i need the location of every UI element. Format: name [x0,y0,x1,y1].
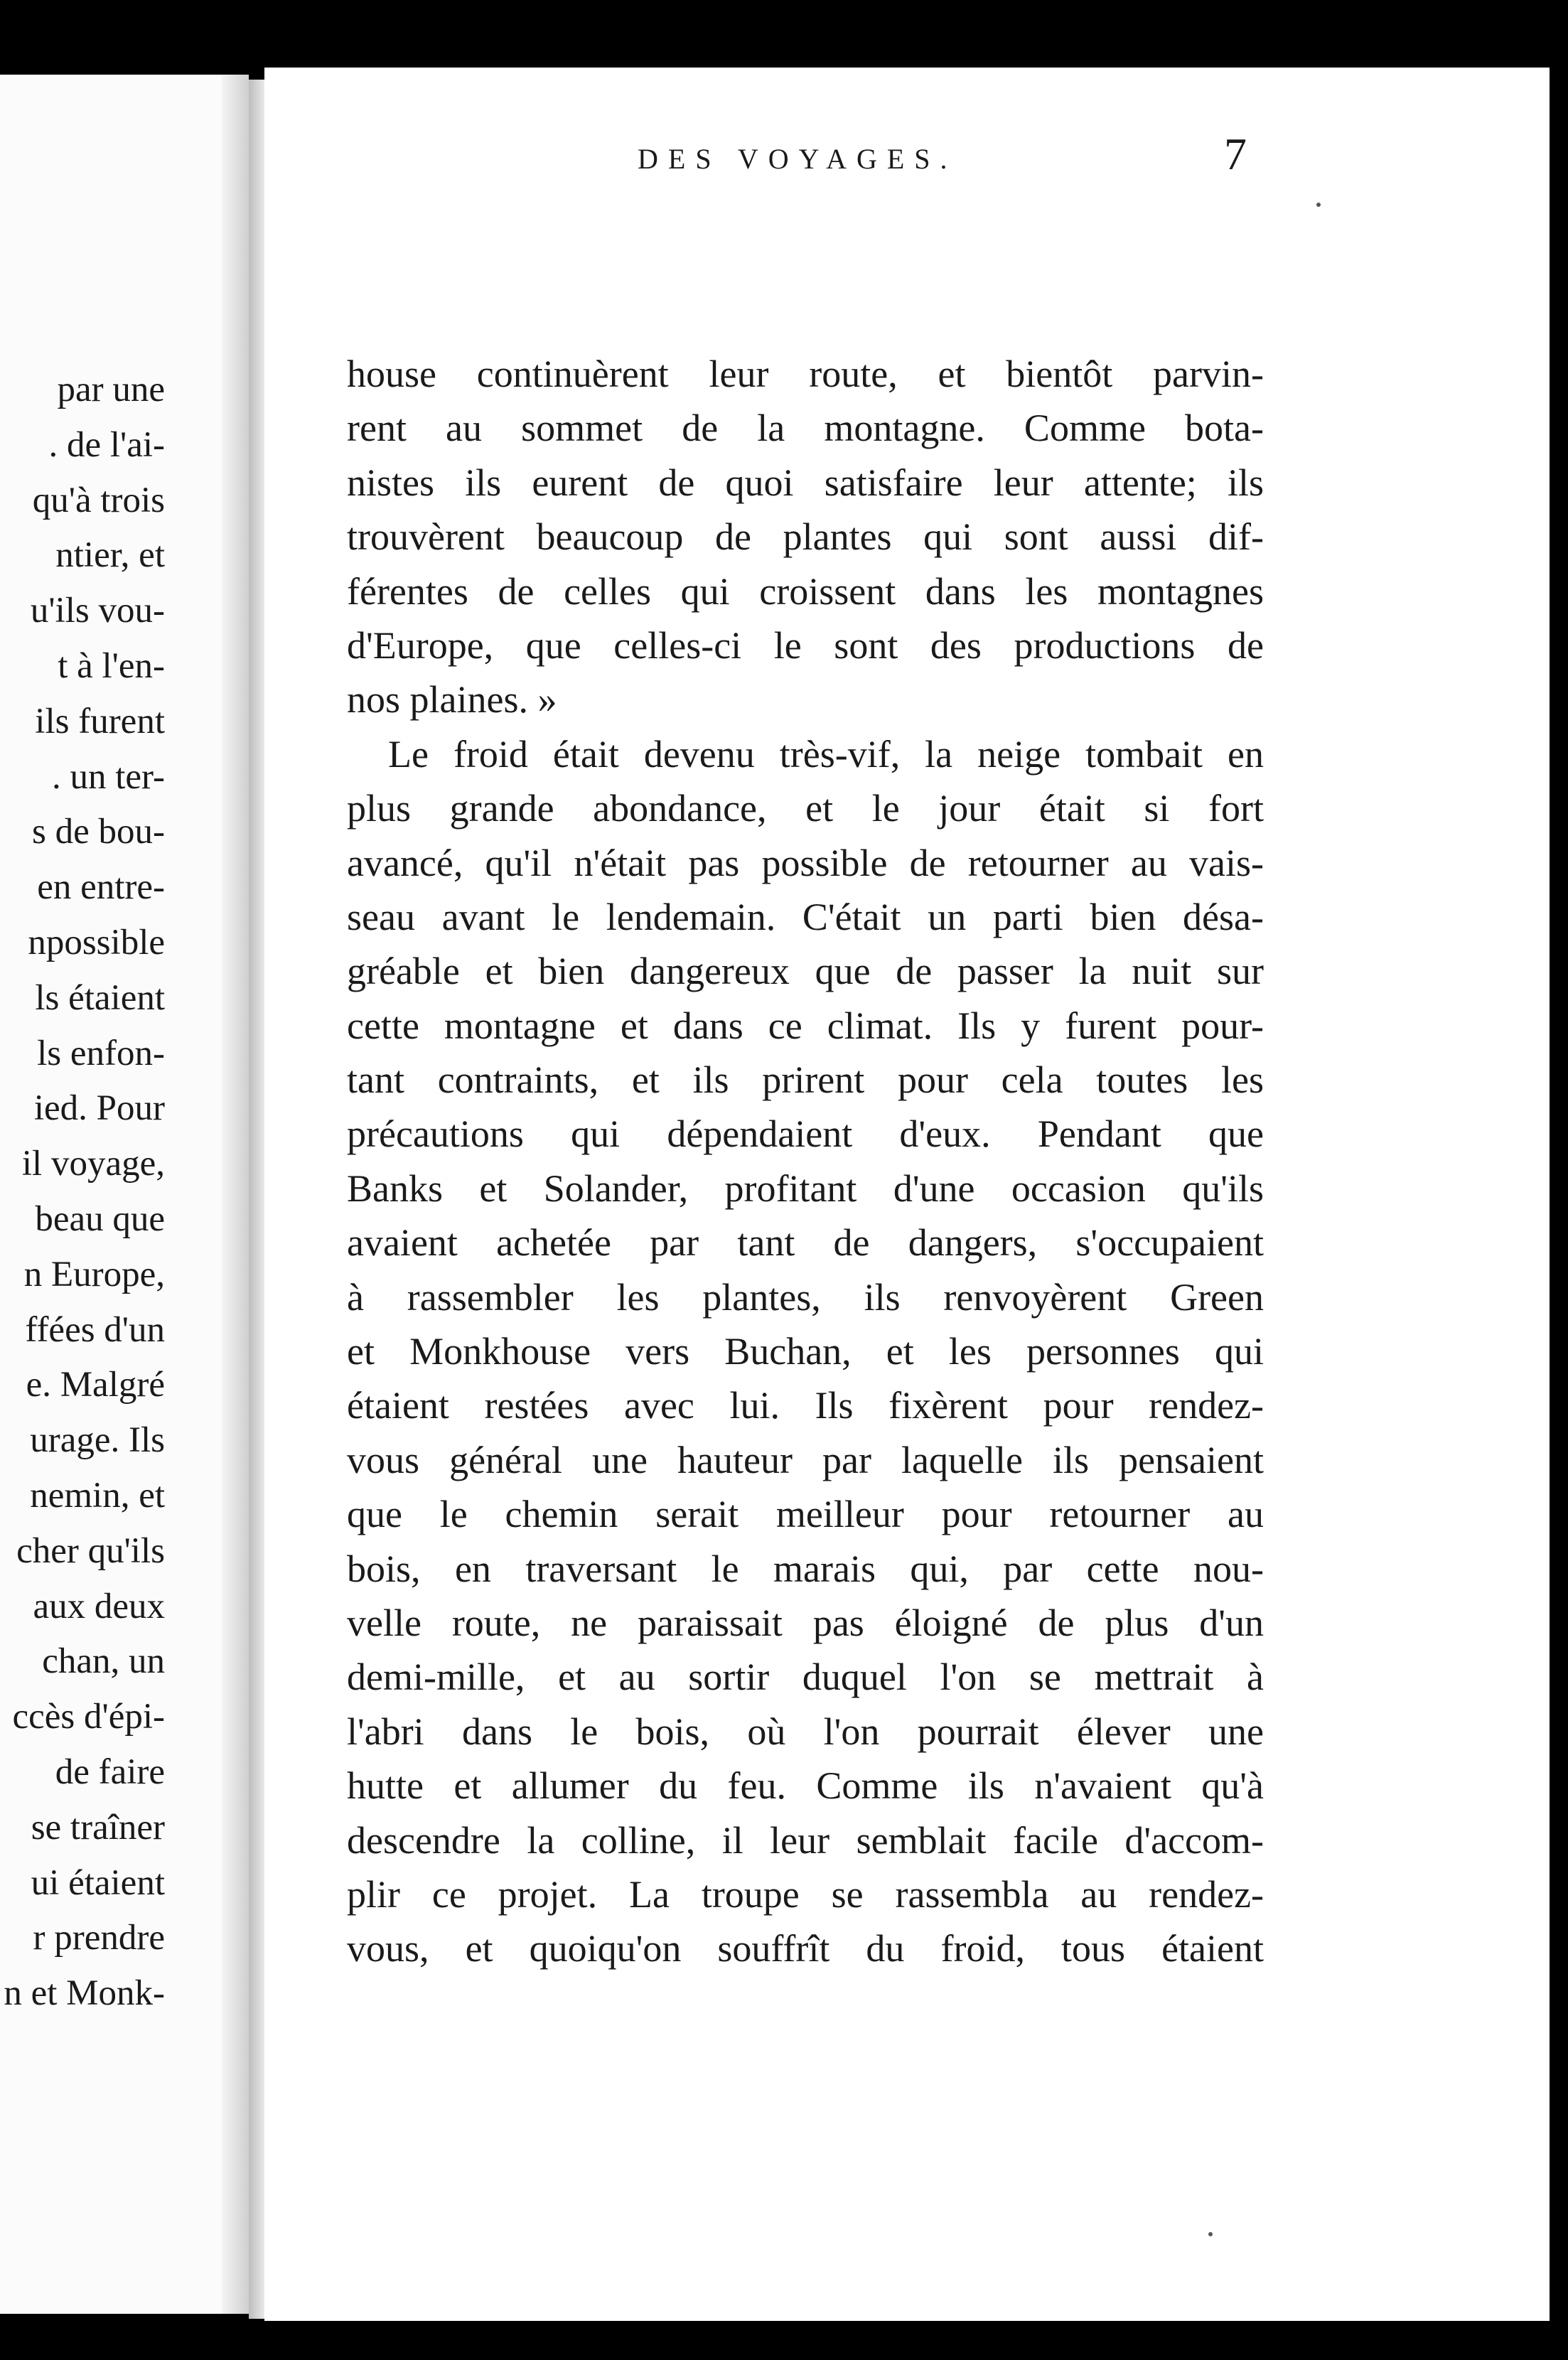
left-page-text [0,363,249,2022]
left-page-line: qu'à trois [32,480,165,520]
left-page-line: urage. Ils [30,1420,165,1461]
left-page-line: npossible [28,922,165,962]
text-line: Le froid était devenu très-vif, la neige tombait en [388,732,1264,776]
left-page-line: aux deux [33,1586,165,1626]
text-line: vous, et quoiqu'on souffrît du froid, tous étaient [347,1927,1264,1970]
left-page-line: ls étaient [35,977,165,1018]
text-line: précautions qui dépendaient d'eux. Pendant que [347,1112,1264,1156]
text-line: plir ce projet. La troupe se rassembla au rendez- [347,1872,1264,1916]
text-line: nistes ils eurent de quoi satisfaire leur attente; ils [347,461,1264,504]
text-line: trouvèrent beaucoup de plantes qui sont aussi dif- [347,515,1264,559]
text-line: descendre la colline, il leur semblait facile d'accom- [347,1818,1264,1862]
left-page-line: n Europe, [23,1254,165,1294]
book-gutter [249,80,264,2319]
left-page-line: nemin, et [30,1475,165,1516]
text-line: hutte et allumer du feu. Comme ils n'avaient qu'à [347,1764,1264,1808]
text-line: l'abri dans le bois, où l'on pourrait élever une [347,1710,1264,1753]
text-line: avaient achetée par tant de dangers, s'occupaient [347,1221,1264,1265]
text-line: nos plaines. » [347,678,557,722]
paper-speck [1208,2232,1213,2236]
left-page-line: ntier, et [55,535,165,576]
running-head: DES VOYAGES. [638,143,957,175]
left-page-line: beau que [35,1198,165,1239]
text-line: plus grande abondance, et le jour était si fort [347,787,1264,830]
text-line: rent au sommet de la montagne. Comme bota- [347,407,1264,450]
left-page-line: de faire [55,1752,165,1792]
text-line: seau avant le lendemain. C'était un parti bien désa- [347,895,1264,938]
text-line: house continuèrent leur route, et bientôt parvin- [347,353,1264,395]
text-line: tant contraints, et ils prirent pour cela toutes les [347,1058,1264,1102]
text-line: que le chemin serait meilleur pour retourner au [347,1493,1264,1536]
left-page-line: . un ter- [51,756,165,797]
paper-speck [1316,203,1321,207]
text-line: Banks et Solander, profitant d'une occasion qu'ils [347,1166,1264,1210]
text-line: cette montagne et dans ce climat. Ils y furent pour- [347,1004,1264,1047]
left-page-line: ui étaient [31,1862,165,1903]
text-line: bois, en traversant le marais qui, par cette nou- [347,1547,1264,1590]
left-page-line: ils furent [35,701,165,741]
left-page-line: u'ils vou- [30,591,165,631]
page-number: 7 [1224,129,1247,179]
right-page [264,68,1550,2321]
left-page-line: n et Monk- [4,1973,165,2014]
left-page-line: cher qu'ils [16,1530,165,1571]
text-line: velle route, ne paraissait pas éloigné de plus d'un [347,1601,1264,1644]
left-page-line: ied. Pour [33,1088,165,1129]
left-page-line: ls enfon- [37,1033,165,1073]
left-page-line: . de l'ai- [48,424,165,465]
left-page-line: r prendre [33,1918,165,1958]
left-page-line: ccès d'épi- [12,1697,165,1737]
left-page-line: s de bou- [32,812,165,852]
text-line: étaient restées avec lui. Ils fixèrent pour rendez- [347,1384,1264,1427]
text-line: gréable et bien dangereux que de passer la nuit sur [347,950,1264,993]
left-page-line: e. Malgré [26,1365,165,1405]
left-page-line: se traîner [31,1807,165,1847]
left-page-line: t à l'en- [58,645,165,686]
text-line: demi-mille, et au sortir duquel l'on se mettrait à [347,1656,1264,1699]
text-line: férentes de celles qui croissent dans les montagnes [347,569,1264,613]
left-page-line: en entre- [37,867,165,908]
text-line: à rassembler les plantes, ils renvoyèrent Green [347,1275,1264,1319]
text-line: et Monkhouse vers Buchan, et les personnes qui [347,1330,1264,1373]
text-line: vous général une hauteur par laquelle ils pensaient [347,1438,1264,1481]
left-page-line: il voyage, [21,1144,165,1184]
left-page [0,75,249,2314]
left-page-line: chan, un [42,1641,165,1682]
text-line: avancé, qu'il n'était pas possible de retourner au vais- [347,841,1264,884]
left-page-line: ffées d'un [25,1309,165,1350]
left-page-line: par une [57,370,165,409]
body-text [347,347,1264,1976]
text-line: d'Europe, que celles-ci le sont des productions de [347,623,1264,667]
